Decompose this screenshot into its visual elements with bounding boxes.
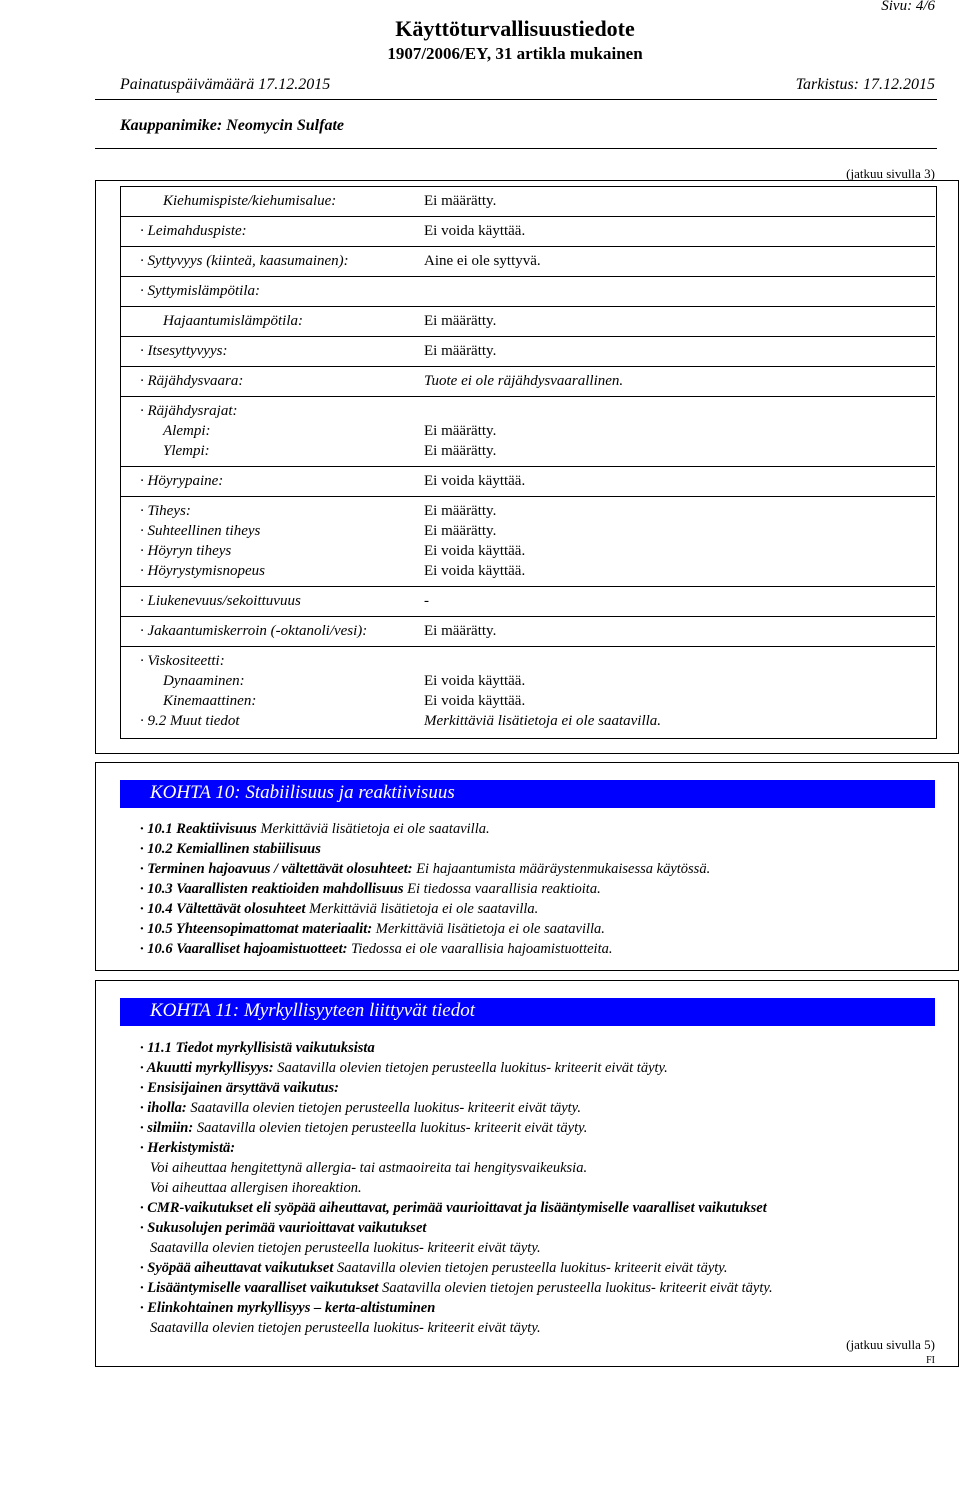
row-value: Ei voida käyttää. bbox=[424, 543, 526, 559]
list-item: Voi aiheuttaa hengitettynä allergia- tai astmaoireita tai hengitysvaikeuksia. bbox=[150, 1160, 588, 1176]
section11-header bbox=[120, 998, 935, 1026]
row-value: - bbox=[424, 593, 429, 609]
row-label: · Höyrypaine: bbox=[140, 473, 224, 489]
row-divider bbox=[120, 616, 935, 617]
list-item: Saatavilla olevien tietojen perusteella luokitus- kriteerit eivät täyty. bbox=[150, 1240, 541, 1256]
row-value: Ei määrätty. bbox=[424, 193, 497, 209]
row-label: · Tiheys: bbox=[140, 503, 191, 519]
row-label: Kiehumispiste/kiehumisalue: bbox=[163, 193, 337, 209]
document-title: Käyttöturvallisuustiedote bbox=[395, 16, 635, 41]
row-divider bbox=[120, 366, 935, 367]
list-item: Saatavilla olevien tietojen perusteella luokitus- kriteerit eivät täyty. bbox=[150, 1320, 541, 1336]
list-item: · Ensisijainen ärsyttävä vaikutus: bbox=[140, 1080, 340, 1096]
row-value: Ei määrätty. bbox=[424, 443, 497, 459]
list-item: · 10.6 Vaaralliset hajoamistuotteet: Tiedossa ei ole vaarallisia hajoamistuotteita. bbox=[140, 941, 613, 957]
section11-title: KOHTA 11: Myrkyllisyyteen liittyvät tiedot bbox=[150, 1000, 476, 1021]
row-divider bbox=[120, 586, 935, 587]
document-subtitle: 1907/2006/EY, 31 artikla mukainen bbox=[387, 44, 643, 63]
row-label: Ylempi: bbox=[163, 443, 210, 459]
row-label: · Syttyvyys (kiinteä, kaasumainen): bbox=[140, 253, 349, 269]
row-label: · Itsesyttyvyys: bbox=[140, 343, 228, 359]
row-label: · Leimahduspiste: bbox=[140, 223, 247, 239]
row-divider bbox=[120, 276, 935, 277]
row-label: · Suhteellinen tiheys bbox=[140, 523, 261, 539]
row-divider bbox=[120, 396, 935, 397]
row-label: · Jakaantumiskerroin (-oktanoli/vesi): bbox=[140, 623, 368, 639]
row-value: Ei määrätty. bbox=[424, 313, 497, 329]
row-value: Ei määrätty. bbox=[424, 523, 497, 539]
row-value: Ei voida käyttää. bbox=[424, 563, 526, 579]
page-number: Sivu: 4/6 bbox=[881, 0, 935, 14]
section10-header bbox=[120, 780, 935, 808]
row-value: Merkittäviä lisätietoja ei ole saatavilla. bbox=[424, 713, 662, 729]
list-item: · 10.3 Vaarallisten reaktioiden mahdollisuus Ei tiedossa vaarallisia reaktioita. bbox=[140, 881, 601, 897]
language-code: FI bbox=[926, 1355, 935, 1366]
list-item: · Lisääntymiselle vaaralliset vaikutukset Saatavilla olevien tietojen perusteella luokitus- kriteerit eivät täyty. bbox=[140, 1280, 773, 1296]
row-value: Ei voida käyttää. bbox=[424, 693, 526, 709]
list-item: · 10.5 Yhteensopimattomat materiaalit: Merkittäviä lisätietoja ei ole saatavilla. bbox=[140, 921, 605, 937]
section10-title: KOHTA 10: Stabiilisuus ja reaktiivisuus bbox=[150, 782, 455, 803]
row-label: · Höyrystymisnopeus bbox=[140, 563, 265, 579]
row-label: Dynaaminen: bbox=[163, 673, 245, 689]
row-divider bbox=[120, 466, 935, 467]
row-divider bbox=[120, 306, 935, 307]
row-label: · Räjähdysvaara: bbox=[140, 373, 244, 389]
list-item: · silmiin: Saatavilla olevien tietojen perusteella luokitus- kriteerit eivät täyty. bbox=[140, 1120, 588, 1136]
list-item: · 10.1 Reaktiivisuus Merkittäviä lisätietoja ei ole saatavilla. bbox=[140, 821, 490, 837]
row-divider bbox=[120, 646, 935, 647]
row-divider bbox=[120, 246, 935, 247]
header-divider bbox=[95, 99, 937, 100]
row-label: · Syttymislämpötila: bbox=[140, 283, 260, 299]
row-value: Ei voida käyttää. bbox=[424, 673, 526, 689]
continued-to-note: (jatkuu sivulla 5) bbox=[846, 1337, 935, 1352]
row-label: · 9.2 Muut tiedot bbox=[140, 713, 240, 729]
row-divider bbox=[120, 496, 935, 497]
row-value: Tuote ei ole räjähdysvaarallinen. bbox=[424, 373, 624, 389]
row-value: Ei määrätty. bbox=[424, 343, 497, 359]
row-divider bbox=[120, 216, 935, 217]
list-item: · Herkistymistä: bbox=[140, 1140, 236, 1156]
row-value: Ei määrätty. bbox=[424, 423, 497, 439]
list-item: · Terminen hajoavuus / vältettävät olosuhteet: Ei hajaantumista määräystenmukaisessa käytössä. bbox=[140, 861, 711, 877]
row-label: Hajaantumislämpötila: bbox=[163, 313, 304, 329]
row-value: Aine ei ole syttyvä. bbox=[424, 253, 541, 269]
row-label: · Viskositeetti: bbox=[140, 653, 225, 669]
list-item: · 10.2 Kemiallinen stabiilisuus bbox=[140, 841, 321, 857]
list-item: · Syöpää aiheuttavat vaikutukset Saatavilla olevien tietojen perusteella luokitus- kriteerit eivät täyty. bbox=[140, 1260, 728, 1276]
row-value: Ei voida käyttää. bbox=[424, 473, 526, 489]
list-item: · 11.1 Tiedot myrkyllisistä vaikutuksista bbox=[140, 1040, 375, 1056]
row-divider bbox=[120, 336, 935, 337]
trade-divider bbox=[95, 148, 937, 149]
row-label: · Höyryn tiheys bbox=[140, 543, 232, 559]
row-label: Kinemaattinen: bbox=[163, 693, 257, 709]
list-item: · CMR-vaikutukset eli syöpää aiheuttavat, perimää vaurioittavat ja lisääntymiselle vaaralliset vaikutukset bbox=[140, 1200, 767, 1216]
row-value: Ei määrätty. bbox=[424, 623, 497, 639]
row-label: · Räjähdysrajat: bbox=[140, 403, 238, 419]
row-value: Ei määrätty. bbox=[424, 503, 497, 519]
list-item: · Elinkohtainen myrkyllisyys – kerta-altistuminen bbox=[140, 1300, 436, 1316]
row-value: Ei voida käyttää. bbox=[424, 223, 526, 239]
print-date: Painatuspäivämäärä 17.12.2015 bbox=[120, 76, 331, 93]
row-label: · Liukenevuus/sekoittuvuus bbox=[140, 593, 301, 609]
revision-date: Tarkistus: 17.12.2015 bbox=[795, 76, 935, 93]
list-item: · 10.4 Vältettävät olosuhteet Merkittäviä lisätietoja ei ole saatavilla. bbox=[140, 901, 539, 917]
list-item: · Akuutti myrkyllisyys: Saatavilla olevien tietojen perusteella luokitus- kriteerit eivät täyty. bbox=[140, 1060, 668, 1076]
trade-name: Kauppanimike: Neomycin Sulfate bbox=[120, 117, 344, 134]
continued-from-note: (jatkuu sivulla 3) bbox=[846, 166, 935, 181]
row-label: Alempi: bbox=[163, 423, 211, 439]
list-item: · iholla: Saatavilla olevien tietojen perusteella luokitus- kriteerit eivät täyty. bbox=[140, 1100, 581, 1116]
list-item: · Sukusolujen perimää vaurioittavat vaikutukset bbox=[140, 1220, 427, 1236]
list-item: Voi aiheuttaa allergisen ihoreaktion. bbox=[150, 1180, 362, 1196]
